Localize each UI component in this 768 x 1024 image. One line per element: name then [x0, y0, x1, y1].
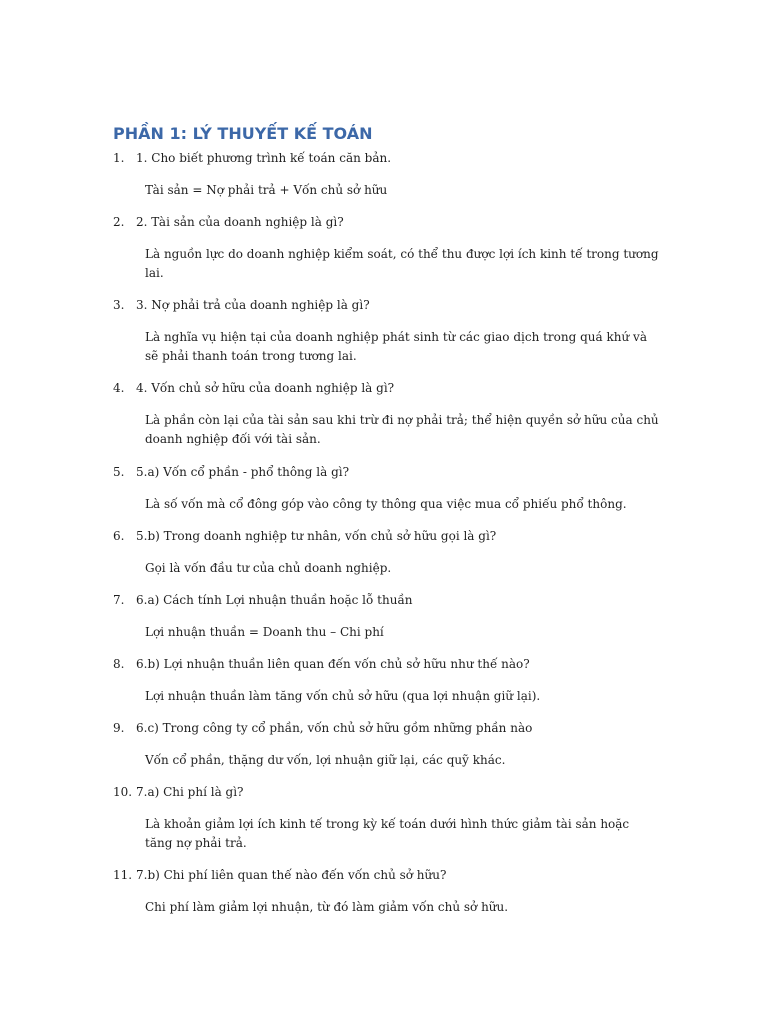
question-text: 2. Tài sản của doanh nghiệp là gì? — [136, 215, 344, 229]
question-text: 5.a) Vốn cổ phần - phổ thông là gì? — [136, 465, 350, 479]
answer-text: Tài sản = Nợ phải trả + Vốn chủ sở hữu — [145, 183, 388, 197]
question-text: 6.a) Cách tính Lợi nhuận thuần hoặc lỗ thuần — [136, 593, 413, 607]
question-text: 7.b) Chi phí liên quan thế nào đến vốn chủ sở hữu? — [136, 868, 447, 882]
question-text: 1. Cho biết phương trình kế toán căn bản. — [136, 151, 392, 165]
item-number: 7. — [113, 593, 125, 607]
answer-text: Là phần còn lại của tài sản sau khi trừ đi nợ phải trả; thể hiện quyền sở hữu của chủ doanh nghiệp đối với tài sản. — [145, 413, 659, 446]
answer-text: Chi phí làm giảm lợi nhuận, từ đó làm giảm vốn chủ sở hữu. — [145, 900, 509, 914]
item-number: 11. — [113, 868, 133, 882]
item-number: 4. — [113, 381, 125, 395]
answer-text: Lợi nhuận thuần làm tăng vốn chủ sở hữu (qua lợi nhuận giữ lại). — [145, 689, 541, 703]
item-number: 10. — [113, 785, 133, 799]
question-text: 4. Vốn chủ sở hữu của doanh nghiệp là gì? — [136, 381, 395, 395]
item-number: 2. — [113, 215, 125, 229]
answer-text: Là số vốn mà cổ đông góp vào công ty thông qua việc mua cổ phiếu phổ thông. — [145, 497, 627, 511]
item-number: 6. — [113, 529, 125, 543]
answer-text: Lợi nhuận thuần = Doanh thu – Chi phí — [145, 625, 384, 639]
answer-text: Là nghĩa vụ hiện tại của doanh nghiệp phát sinh từ các giao dịch trong quá khứ và sẽ phải thanh toán trong tương lai. — [145, 330, 647, 363]
answer-text: Gọi là vốn đầu tư của chủ doanh nghiệp. — [145, 561, 392, 575]
answer-text: Vốn cổ phần, thặng dư vốn, lợi nhuận giữ lại, các quỹ khác. — [145, 753, 506, 767]
question-text: 5.b) Trong doanh nghiệp tư nhân, vốn chủ sở hữu gọi là gì? — [136, 529, 497, 543]
question-text: 3. Nợ phải trả của doanh nghiệp là gì? — [136, 298, 370, 312]
document-title: PHẦN 1: LÝ THUYẾT KẾ TOÁN — [113, 124, 373, 143]
question-text: 6.b) Lợi nhuận thuần liên quan đến vốn chủ sở hữu như thế nào? — [136, 657, 530, 671]
item-number: 9. — [113, 721, 125, 735]
answer-text: Là khoản giảm lợi ích kinh tế trong kỳ kế toán dưới hình thức giảm tài sản hoặc tăng nợ phải trả. — [145, 817, 630, 850]
item-number: 8. — [113, 657, 125, 671]
question-text: 7.a) Chi phí là gì? — [136, 785, 244, 799]
item-number: 3. — [113, 298, 125, 312]
question-text: 6.c) Trong công ty cổ phần, vốn chủ sở hữu gồm những phần nào — [136, 721, 533, 735]
answer-text: Là nguồn lực do doanh nghiệp kiểm soát, có thể thu được lợi ích kinh tế trong tương lai. — [145, 247, 659, 280]
item-number: 1. — [113, 151, 125, 165]
item-number: 5. — [113, 465, 125, 479]
